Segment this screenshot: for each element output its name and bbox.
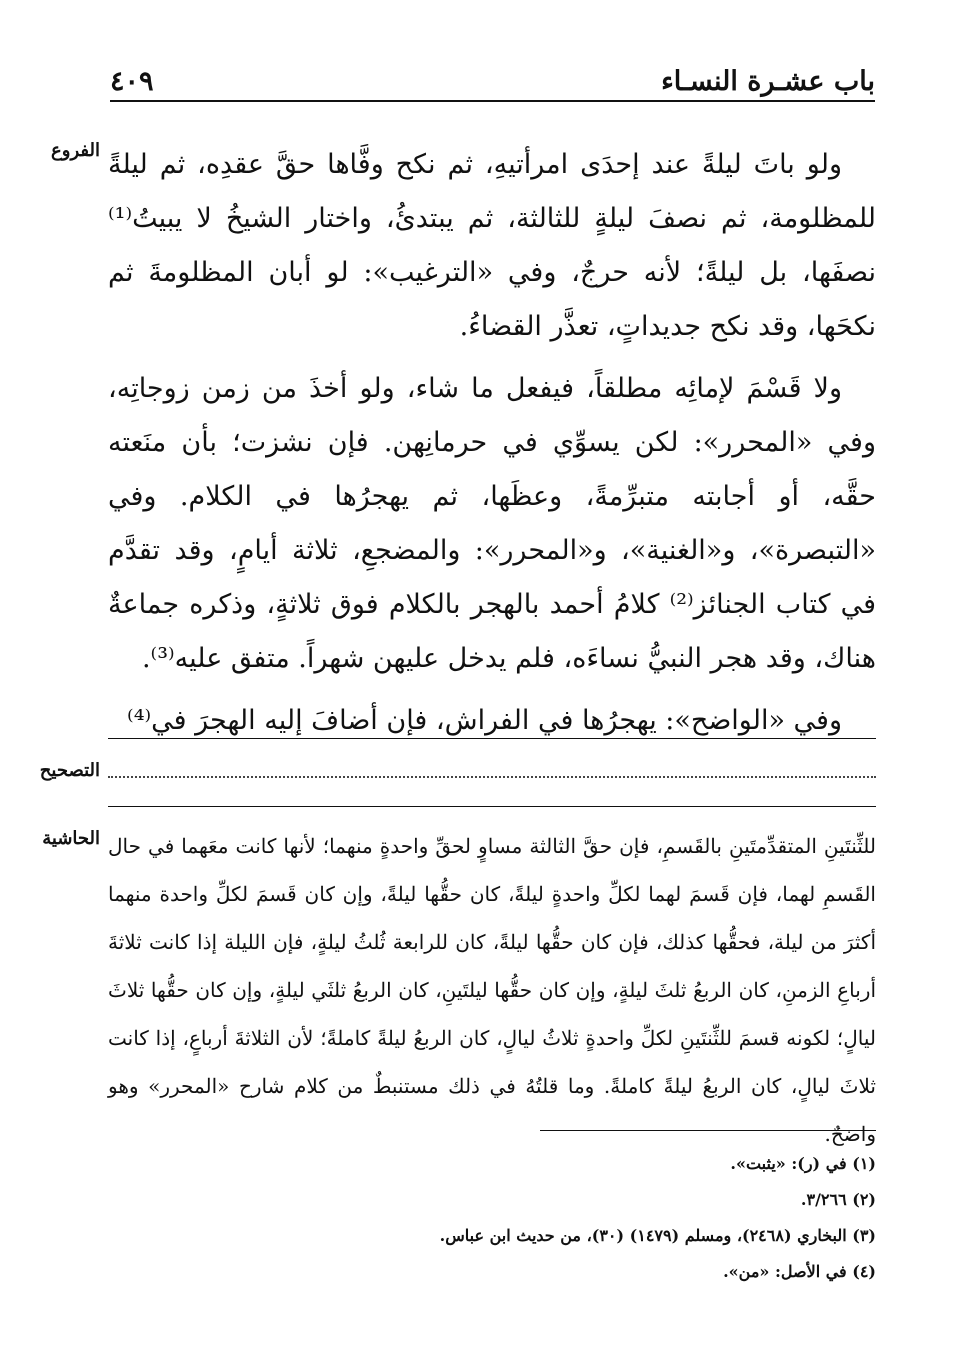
margin-label-furu: الفروع <box>51 140 100 161</box>
footnote: (٤) في الأصل: «من». <box>723 1262 876 1281</box>
footnote-rule <box>540 1130 876 1131</box>
margin-label-tashih: التصحيح <box>39 760 100 781</box>
main-paragraph: ولو باتَ ليلةً عند إحدَى امرأتيهِ، ثم نكح وفَّاها حقَّ عقدِه، ثم ليلةً للمظلومة، ثم نصفَ ليلةٍ للثالثة، ثم يبتدئُ، واختار الشيخُ لا يبيتُ⁽¹⁾ نصفَها، بل ليلةً؛ لأنه حرجٌ، وفي «الترغيب»: لو أبان المظلومةَ ثم نكحَها، وقد نكح جديداتٍ، تعذَّر القضاءُ. <box>108 149 876 342</box>
margin-label-hashiya: الحاشية <box>42 828 100 849</box>
header-rule <box>110 100 875 102</box>
page-number: ٤٠٩ <box>110 66 154 97</box>
footnote: (١) في (ر): «يثبت». <box>730 1154 876 1173</box>
section-rule <box>108 738 876 739</box>
tashih-dotted-line <box>108 776 876 778</box>
main-paragraph: ولا قَسْمَ لإمائِه مطلقاً، فيفعل ما شاء، ولو أخذَ من زمن زوجاتِه، وفي «المحرر»: لكن يسوِّي في حرمانِهن. فإن نشزت؛ بأن منَعته حقَّه، أو أجابته متبرِّمةً، وعظَها، ثم يهجرُها في الكلام. وفي «التبصرة»، و«الغنية»، و«المحرر»: والمضجعِ، ثلاثة أيامٍ، وقد تقدَّم في كتاب الجنائز⁽²⁾ كلامُ أحمد بالهجر بالكلام فوق ثلاثةٍ، وذكره جماعةٌ هناك، وقد هجر النبيُّ نساءَه، فلم يدخل عليهن شهراً. متفق عليه⁽³⁾. <box>108 373 876 674</box>
hashiya-text <box>108 822 876 1158</box>
hashiya-paragraph: للثِّنتَينِ المتقدِّمتَينِ بالقَسمِ، فإن حقَّ الثالثة مساوٍ لحقِّ واحدةٍ منهما؛ لأنها كانت معَهما في حال القَسمِ لهما، فإن قَسمَ لهما لكلِّ واحدةٍ ليلةً، كان حقُّها ليلةً، وإن كان قَسمَ لكلِّ واحدة منهما أكثرَ من ليلة، فحقُّها كذلك، فإن كان حقُّها ليلةً، كان للرابعة ثُلثُ ليلةٍ، فإن الليلة إذا كانت ثلاثةَ أرباعِ الزمنِ، كان الربعُ ثلثَ ليلةٍ، وإن كان حقُّها ليلتَينِ، كان الربعُ ثلثَي ليلةٍ، وإن كان حقُّها ثلاثَ ليالٍ؛ لكونه قسمَ للثِّنتَينِ لكلِّ واحدةٍ ثلاثُ ليالٍ، كان الربعُ ليلةً كاملةً؛ لأن الثلاثةَ أرباعٍ، إذا كانت ثلاثَ ليالٍ، كان الربعُ ليلةً كاملةً. وما قلتُهُ في ذلك مستنبطٌ من كلام شارح «المحرر» وهو واضحٌ. <box>108 834 876 1146</box>
running-title: باب عشـرة النسـاء <box>661 66 875 97</box>
page-header <box>110 62 875 102</box>
main-paragraph: وفي «الواضح»: يهجرُها في الفراش، فإن أضافَ إليه الهجرَ في⁽⁴⁾ <box>127 705 842 736</box>
section-rule <box>108 806 876 807</box>
footnote: (٢) ٣/٢٦٦. <box>800 1190 876 1209</box>
main-text <box>108 138 876 756</box>
footnotes <box>300 1148 876 1292</box>
footnote: (٣) البخاري (٢٤٦٨)، ومسلم (١٤٧٩) (٣٠)، من حديث ابن عباس. <box>439 1226 876 1245</box>
